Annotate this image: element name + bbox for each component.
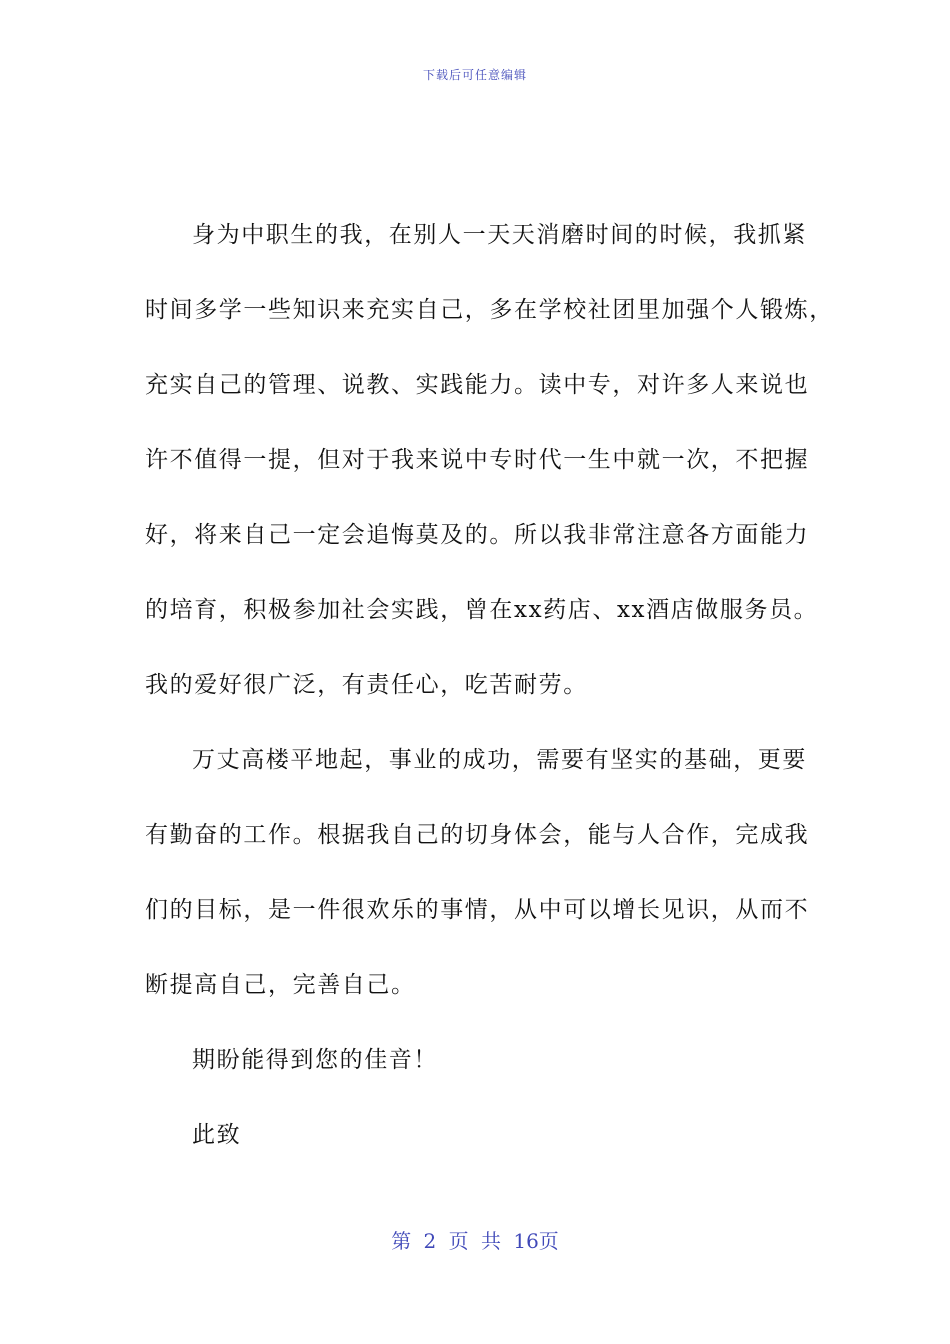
salutation: 此致 [192,1122,242,1148]
paragraph-line: 有勤奋的工作。根据我自己的切身体会，能与人合作，完成我 [145,822,810,848]
paragraph-line: 断提高自己，完善自己。 [145,972,416,998]
paragraph-line: 充实自己的管理、说教、实践能力。读中专，对许多人来说也 [145,372,810,398]
paragraph-line: 好，将来自己一定会追悔莫及的。所以我非常注意各方面能力 [145,522,810,548]
document-body [145,198,834,1173]
paragraph-line: 万丈高楼平地起，事业的成功，需要有坚实的基础，更要 [192,747,807,773]
paragraph-line: 们的目标，是一件很欢乐的事情，从中可以增长见识，从而不 [145,897,810,923]
page-number: 第 2 页 共 16页 [391,1229,559,1253]
paragraph-line: 我的爱好很广泛，有责任心，吃苦耐劳。 [145,672,588,698]
closing-wish: 期盼能得到您的佳音！ [192,1047,438,1073]
paragraph-line: 身为中职生的我，在别人一天天消磨时间的时候，我抓紧 [192,222,807,248]
paragraph-line: 许不值得一提，但对于我来说中专时代一生中就一次，不把握 [145,447,810,473]
paragraph-line: 时间多学一些知识来充实自己，多在学校社团里加强个人锻炼， [145,297,834,323]
page-header: 下载后可任意编辑 [422,68,527,82]
paragraph-line: 的培育，积极参加社会实践，曾在xx药店、xx酒店做服务员。 [145,597,819,623]
